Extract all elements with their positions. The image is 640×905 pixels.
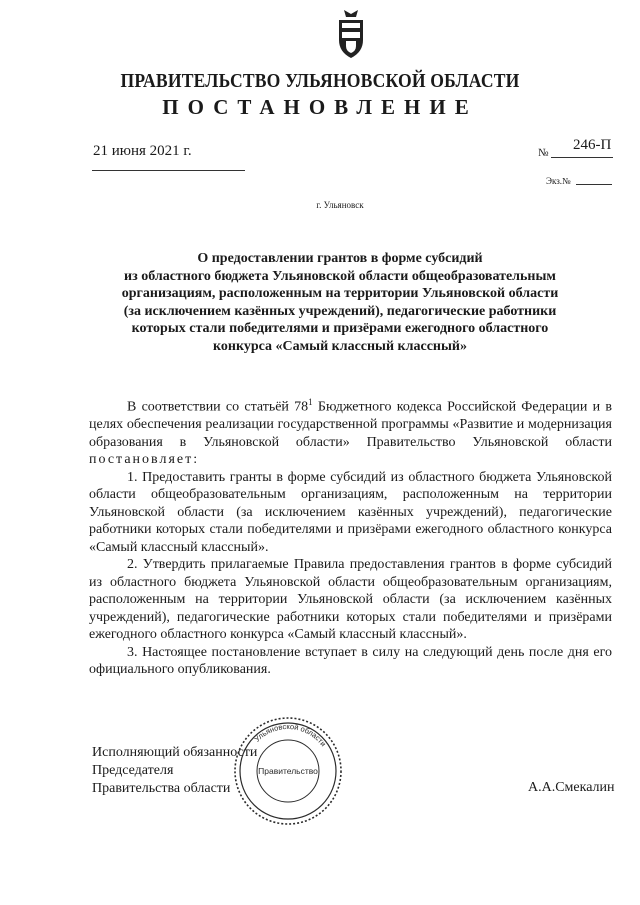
signatory-line: Правительства области bbox=[92, 781, 231, 796]
copy-number-label: Экз.№ bbox=[546, 176, 571, 186]
decree-word: постановляет bbox=[89, 452, 194, 468]
number-sign: № bbox=[538, 147, 549, 159]
seal-ring-text: Ульяновской области bbox=[252, 721, 329, 749]
intro-text-a: В соответствии со статьёй 78 bbox=[127, 399, 309, 415]
document-type: ПОСТАНОВЛЕНИЕ bbox=[162, 95, 478, 119]
seal-center-text: Правительство bbox=[258, 766, 318, 776]
subject-line: которых стали победителями и призёрами ежегодного областного bbox=[131, 321, 549, 336]
signatory-line: Исполняющий обязанности bbox=[92, 745, 258, 760]
document-subject bbox=[88, 250, 592, 355]
coat-of-arms-icon bbox=[336, 8, 366, 60]
item-1: 1. Предоставить гранты в форме субсидий из областного бюджета Ульяновской области общеобразовательным организациям, расположенным на территории Ульяновской области (за исключением казённых учреждений), педагогические работники которых стали победителями и призёрами ежегодного областного конкурса «Самый классный классный». bbox=[89, 469, 612, 555]
document-body bbox=[89, 394, 612, 679]
date-underline bbox=[92, 170, 245, 171]
intro-paragraph bbox=[89, 394, 612, 469]
subject-line: организациям, расположенным на территории Ульяновской области bbox=[121, 286, 559, 301]
official-seal bbox=[232, 715, 344, 827]
subject-line: из областного бюджета Ульяновской области общеобразовательным bbox=[124, 268, 556, 284]
subject-line: конкурса «Самый классный классный» bbox=[213, 338, 467, 354]
copy-number-underline bbox=[576, 184, 612, 185]
signatory-line: Председателя bbox=[92, 763, 174, 778]
signatory-name: А.А.Смекалин bbox=[528, 780, 615, 795]
city-label: г. Ульяновск bbox=[316, 200, 364, 210]
document-number: 246-П bbox=[573, 137, 612, 153]
intro-text-b: Бюджетного кодекса Российской Федерации и в целях обеспечения реализации государственной программы «Развитие и модернизация образования в Ульяновской области» Правительство Ульяновской области bbox=[89, 399, 612, 450]
item-3: 3. Настоящее постановление вступает в силу на следующий день после дня его официального опубликования. bbox=[89, 644, 612, 678]
document-date: 21 июня 2021 г. bbox=[93, 143, 192, 159]
government-title: ПРАВИТЕЛЬСТВО УЛЬЯНОВСКОЙ ОБЛАСТИ bbox=[120, 70, 520, 92]
item-2: 2. Утвердить прилагаемые Правила предоставления грантов в форме субсидий из областного бюджета Ульяновской области общеобразовательным организациям, расположенным на территории Ульяновской области (за исключением казённых учреждений), педагогические работники которых стали победителями и призёрами ежегодного областного конкурса «Самый классный классный». bbox=[89, 557, 612, 643]
decree-colon: : bbox=[193, 452, 198, 468]
subject-line: (за исключением казённых учреждений), педагогические работники bbox=[123, 303, 557, 319]
subject-line: О предоставлении грантов в форме субсидий bbox=[197, 251, 483, 266]
article-superscript: 1 bbox=[308, 397, 313, 407]
number-underline bbox=[551, 157, 613, 158]
